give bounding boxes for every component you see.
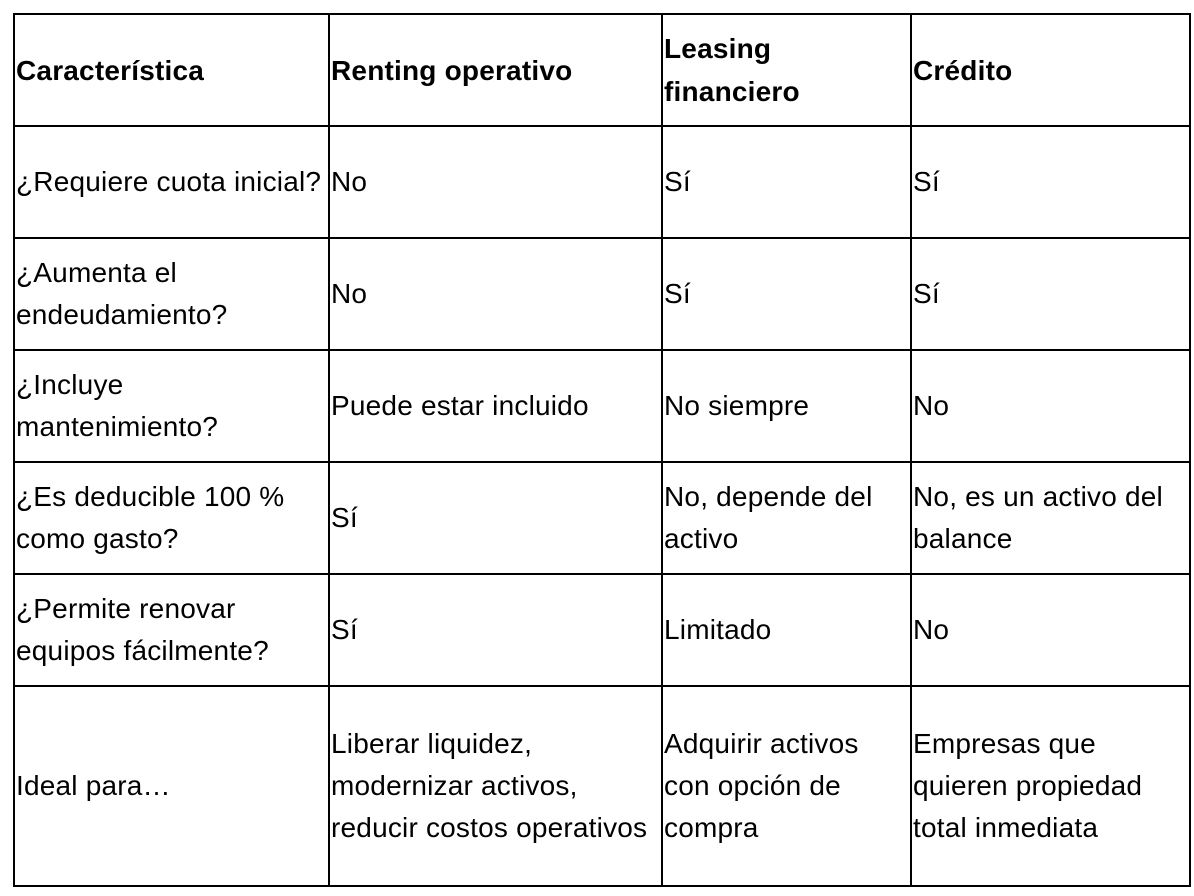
credito-cell: No [911,350,1190,462]
row-label-cell: ¿Es deducible 100 % como gasto? [14,462,329,574]
table-row [14,350,1190,462]
renting-cell: No [329,238,662,350]
renting-cell: Puede estar incluido [329,350,662,462]
leasing-cell: Limitado [662,574,911,686]
table-row [14,462,1190,574]
credito-cell: No [911,574,1190,686]
leasing-cell: Sí [662,126,911,238]
row-label-cell: ¿Aumenta el endeudamiento? [14,238,329,350]
row-label-cell: ¿Incluye mantenimiento? [14,350,329,462]
header-renting-operativo: Renting operativo [329,14,662,126]
comparison-table [13,13,1191,887]
renting-cell: Sí [329,462,662,574]
table-row [14,686,1190,886]
row-label-cell: ¿Requiere cuota inicial? [14,126,329,238]
renting-cell: Liberar liquidez, modernizar activos, reducir costos operativos [329,686,662,886]
renting-cell: Sí [329,574,662,686]
leasing-cell: Adquirir activos con opción de compra [662,686,911,886]
credito-cell: No, es un activo del balance [911,462,1190,574]
table-row [14,574,1190,686]
header-credito: Crédito [911,14,1190,126]
leasing-cell: No siempre [662,350,911,462]
credito-cell: Sí [911,126,1190,238]
header-caracteristica: Característica [14,14,329,126]
table-row [14,238,1190,350]
leasing-cell: No, depende del activo [662,462,911,574]
leasing-cell: Sí [662,238,911,350]
renting-cell: No [329,126,662,238]
credito-cell: Empresas que quieren propiedad total inmediata [911,686,1190,886]
credito-cell: Sí [911,238,1190,350]
row-label-cell: Ideal para… [14,686,329,886]
header-leasing-financiero: Leasing financiero [662,14,911,126]
row-label-cell: ¿Permite renovar equipos fácilmente? [14,574,329,686]
table-header-row [14,14,1190,126]
table-row [14,126,1190,238]
